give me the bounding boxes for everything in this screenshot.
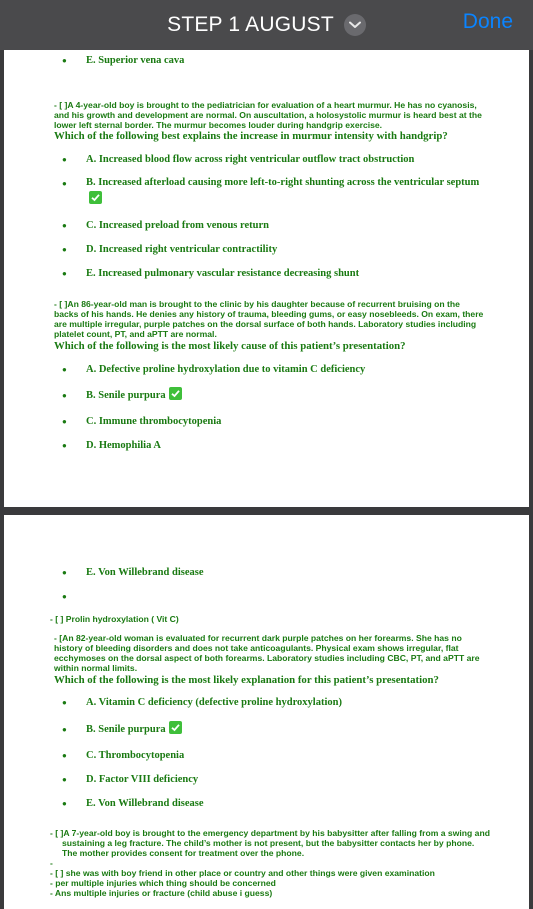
answer-option: ● C. Immune thrombocytopenia xyxy=(62,413,221,431)
answer-option: ● D. Increased right ventricular contractility xyxy=(62,241,277,259)
bullet-icon: ● xyxy=(62,245,67,254)
document-title-menu[interactable] xyxy=(167,13,366,37)
bullet-icon: ● xyxy=(62,698,67,707)
bullet-icon: ● xyxy=(62,592,67,601)
bullet-icon: ● xyxy=(62,775,67,784)
question-text: Which of the following best explains the increase in murmur intensity with handgrip? xyxy=(54,130,448,142)
answer-option: ● A. Vitamin C deficiency (defective proline hydroxylation) xyxy=(62,694,342,712)
list-item: ● E. Von Willebrand disease xyxy=(62,564,203,582)
question-text: Which of the following is the most likely explanation for this patient’s presentation? xyxy=(54,674,439,686)
bullet-icon: ● xyxy=(62,751,67,760)
note-line: - per multiple injuries which thing should be concerned xyxy=(50,878,276,888)
answer-option: ● B. Increased afterload causing more left-to-right shunting across the ventricular septum xyxy=(62,175,486,208)
bullet-icon: ● xyxy=(62,365,67,374)
bullet-icon: ● xyxy=(62,417,67,426)
checkmark-icon xyxy=(169,721,182,734)
note-line: - [ ] Prolin hydroxylation ( Vit C) xyxy=(50,614,179,624)
answer-option: ● D. Hemophilia A xyxy=(62,437,161,455)
note-line: - xyxy=(50,858,53,868)
answer-option: ● D. Factor VIII deficiency xyxy=(62,771,198,789)
answer-option: ● A. Defective proline hydroxylation due to vitamin C deficiency xyxy=(62,361,365,379)
bullet-icon: ● xyxy=(62,725,67,734)
bullet-icon: ● xyxy=(62,391,67,400)
empty-list-item xyxy=(62,588,86,606)
answer-option: ● E. Von Willebrand disease xyxy=(62,795,203,813)
answer-option: ● C. Thrombocytopenia xyxy=(62,747,184,765)
bullet-icon: ● xyxy=(62,441,67,450)
document-page-2[interactable] xyxy=(4,515,529,909)
bullet-icon: ● xyxy=(62,155,67,164)
answer-option: ● A. Increased blood flow across right ventricular outflow tract obstruction xyxy=(62,151,414,169)
document-title: STEP 1 AUGUST xyxy=(167,13,334,36)
answer-option: ● C. Increased preload from venous return xyxy=(62,217,269,235)
answer-option: ● E. Increased pulmonary vascular resistance decreasing shunt xyxy=(62,265,359,283)
bullet-icon: ● xyxy=(62,179,67,188)
note-line: - [ ] she was with boy friend in other place or country and other things were given examination xyxy=(50,868,435,878)
list-item: ● E. Superior vena cava xyxy=(62,52,184,70)
answer-option: ● B. Senile purpura xyxy=(62,387,182,405)
question-stem: - [ ]A 7-year-old boy is brought to the emergency department by his babysitter after falling from a swing and sustaining a leg fracture. The child’s mother is not present, but the babysitter contacts her by phone. The mother provides consent for treatment over the phone. xyxy=(50,828,490,858)
bullet-icon: ● xyxy=(62,568,67,577)
bullet-icon: ● xyxy=(62,221,67,230)
top-bar xyxy=(0,0,533,50)
bullet-icon: ● xyxy=(62,56,67,65)
checkmark-icon xyxy=(169,387,182,400)
bullet-icon: ● xyxy=(62,269,67,278)
question-stem: - [An 82-year-old woman is evaluated for recurrent dark purple patches on her forearms. She has no history of bleeding disorders and does not take anticoagulants. Physical exam shows irregular, flat ecchymoses on the dorsal aspect of both forearms. Laboratory studies including CBC, PT, and aPTT are within normal limits. xyxy=(54,633,480,673)
checkmark-icon xyxy=(89,191,102,204)
question-text: Which of the following is the most likely cause of this patient’s presentation? xyxy=(54,340,406,352)
note-line: - Ans multiple injuries or fracture (child abuse i guess) xyxy=(50,888,273,898)
answer-option: ● B. Senile purpura xyxy=(62,721,182,739)
done-button[interactable]: Done xyxy=(462,10,513,33)
bullet-icon: ● xyxy=(62,799,67,808)
document-page-1[interactable] xyxy=(4,50,529,507)
chevron-down-icon[interactable] xyxy=(344,14,366,36)
question-stem: - [ ]A 4-year-old boy is brought to the pediatrician for evaluation of a heart murmur. He has no cyanosis, and his growth and development are normal. On auscultation, a holosystolic murmur is heard best at the lower left sternal border. The murmur becomes louder during handgrip exercise. xyxy=(54,100,482,130)
question-stem: - [ ]An 86-year-old man is brought to the clinic by his daughter because of recurrent bruising on the backs of his hands. He denies any history of trauma, bleeding gums, or easy nosebleeds. On exam, there are multiple irregular, purple patches on the dorsal surface of both hands. Laboratory studies including platelet count, PT, and aPTT are normal. xyxy=(54,299,484,339)
